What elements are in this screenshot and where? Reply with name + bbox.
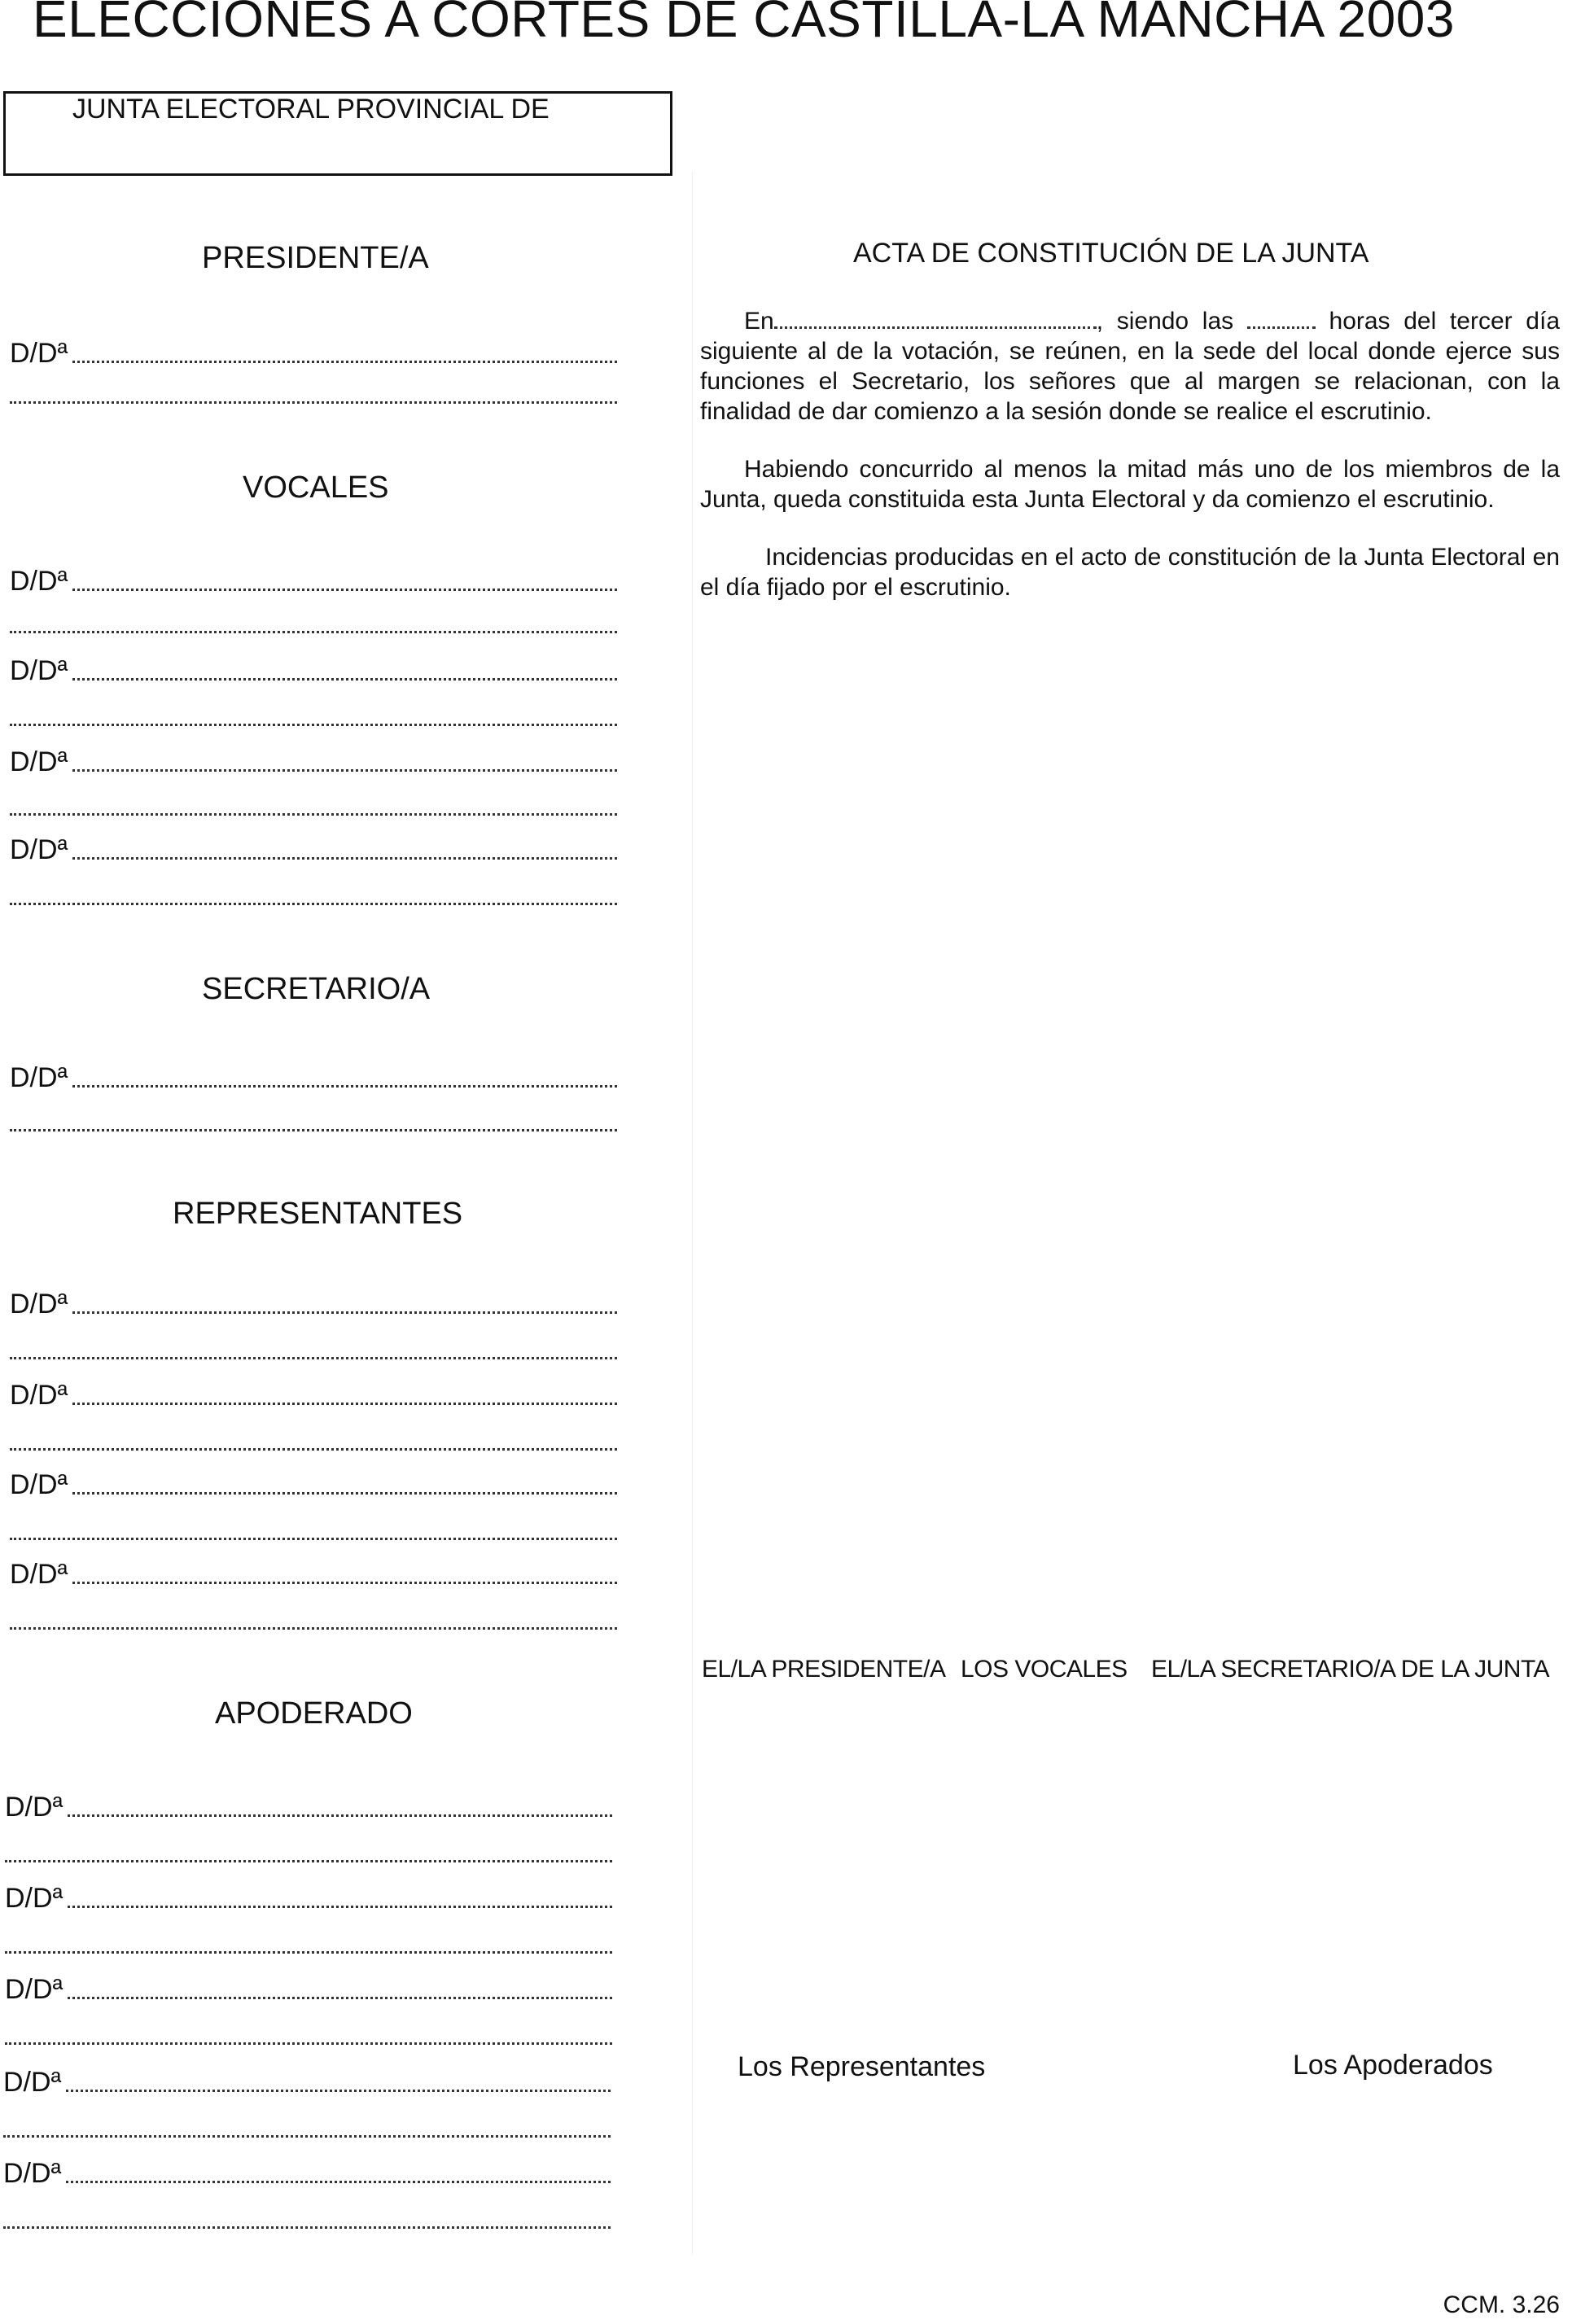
apoderado-4-name-line[interactable]: D/Dª xyxy=(3,2063,611,2095)
representante-3-name-line[interactable]: D/Dª xyxy=(10,1465,617,1498)
representante-3-extra-line[interactable] xyxy=(10,1511,617,1543)
vocal-1-name-line[interactable]: D/Dª xyxy=(10,562,617,594)
apoderado-2-extra-line[interactable] xyxy=(5,1924,612,1957)
apoderado-5-name-line[interactable]: D/Dª xyxy=(3,2154,611,2186)
section-presidente-heading: PRESIDENTE/A xyxy=(202,241,429,275)
form-code: CCM. 3.26 xyxy=(1443,2291,1560,2318)
vocal-1-extra-line[interactable] xyxy=(10,604,617,637)
junta-electoral-box[interactable] xyxy=(3,91,672,176)
representante-1-name-line[interactable]: D/Dª xyxy=(10,1285,617,1317)
column-divider xyxy=(692,171,693,2255)
vocal-2-name-line[interactable]: D/Dª xyxy=(10,651,617,684)
signature-apoderados-label: Los Apoderados xyxy=(1293,2050,1493,2081)
apoderado-1-name-line[interactable]: D/Dª xyxy=(5,1788,612,1820)
apoderado-4-extra-line[interactable] xyxy=(3,2108,611,2141)
signature-presidente-label: EL/LA PRESIDENTE/A xyxy=(702,1656,946,1683)
vocal-2-extra-line[interactable] xyxy=(10,697,617,729)
acta-time-field[interactable] xyxy=(1247,326,1316,329)
junta-electoral-label: JUNTA ELECTORAL PROVINCIAL DE xyxy=(72,94,550,125)
representante-4-extra-line[interactable] xyxy=(10,1600,617,1633)
apoderado-1-extra-line[interactable] xyxy=(5,1833,612,1866)
acta-place-field[interactable] xyxy=(774,326,1097,329)
acta-title: ACTA DE CONSTITUCIÓN DE LA JUNTA xyxy=(853,238,1369,269)
presidente-name-line[interactable]: D/Dª xyxy=(10,334,617,366)
acta-paragraph-2: Habiendo concurrido al menos la mitad más uno de los miembros de la Junta, queda constituida esta Junta Electoral y da comienzo el escrutinio. xyxy=(700,456,1560,513)
vocal-4-extra-line[interactable] xyxy=(10,876,617,908)
secretario-extra-line[interactable] xyxy=(10,1102,617,1135)
section-apoderado-heading: APODERADO xyxy=(215,1696,413,1731)
presidente-extra-line[interactable] xyxy=(10,374,617,407)
representante-1-extra-line[interactable] xyxy=(10,1330,617,1363)
signature-representantes-label: Los Representantes xyxy=(738,2051,986,2082)
acta-paragraph-3: Incidencias producidas en el acto de constitución de la Junta Electoral en el día fijado por el escrutinio. xyxy=(700,544,1560,601)
section-secretario-heading: SECRETARIO/A xyxy=(202,972,431,1006)
vocal-3-name-line[interactable]: D/Dª xyxy=(10,742,617,775)
secretario-name-line[interactable]: D/Dª xyxy=(10,1058,617,1091)
signature-secretario-label: EL/LA SECRETARIO/A DE LA JUNTA xyxy=(1151,1656,1550,1683)
signature-vocales-label: LOS VOCALES xyxy=(961,1656,1128,1683)
representante-4-name-line[interactable]: D/Dª xyxy=(10,1555,617,1587)
acta-body xyxy=(700,306,1560,602)
representante-2-extra-line[interactable] xyxy=(10,1421,617,1454)
page-title: ELECCIONES A CORTES DE CASTILLA-LA MANCHA 2003 xyxy=(33,0,1455,48)
vocal-4-name-line[interactable]: D/Dª xyxy=(10,830,617,863)
section-vocales-heading: VOCALES xyxy=(243,470,389,505)
representante-2-name-line[interactable]: D/Dª xyxy=(10,1376,617,1408)
vocal-3-extra-line[interactable] xyxy=(10,786,617,819)
apoderado-3-name-line[interactable]: D/Dª xyxy=(5,1970,612,2002)
section-representantes-heading: REPRESENTANTES xyxy=(173,1197,463,1231)
acta-paragraph-1: En , siendo las horas del tercer día siguiente al de la votación, se reúnen, en la sede del local donde ejerce sus funciones el Secretario, los señores que al margen se relacionan, con la finalidad de dar comienzo a la sesión donde se realice el escrutinio. xyxy=(700,308,1561,425)
apoderado-2-name-line[interactable]: D/Dª xyxy=(5,1879,612,1911)
apoderado-5-extra-line[interactable] xyxy=(3,2199,611,2232)
apoderado-3-extra-line[interactable] xyxy=(5,2015,612,2048)
